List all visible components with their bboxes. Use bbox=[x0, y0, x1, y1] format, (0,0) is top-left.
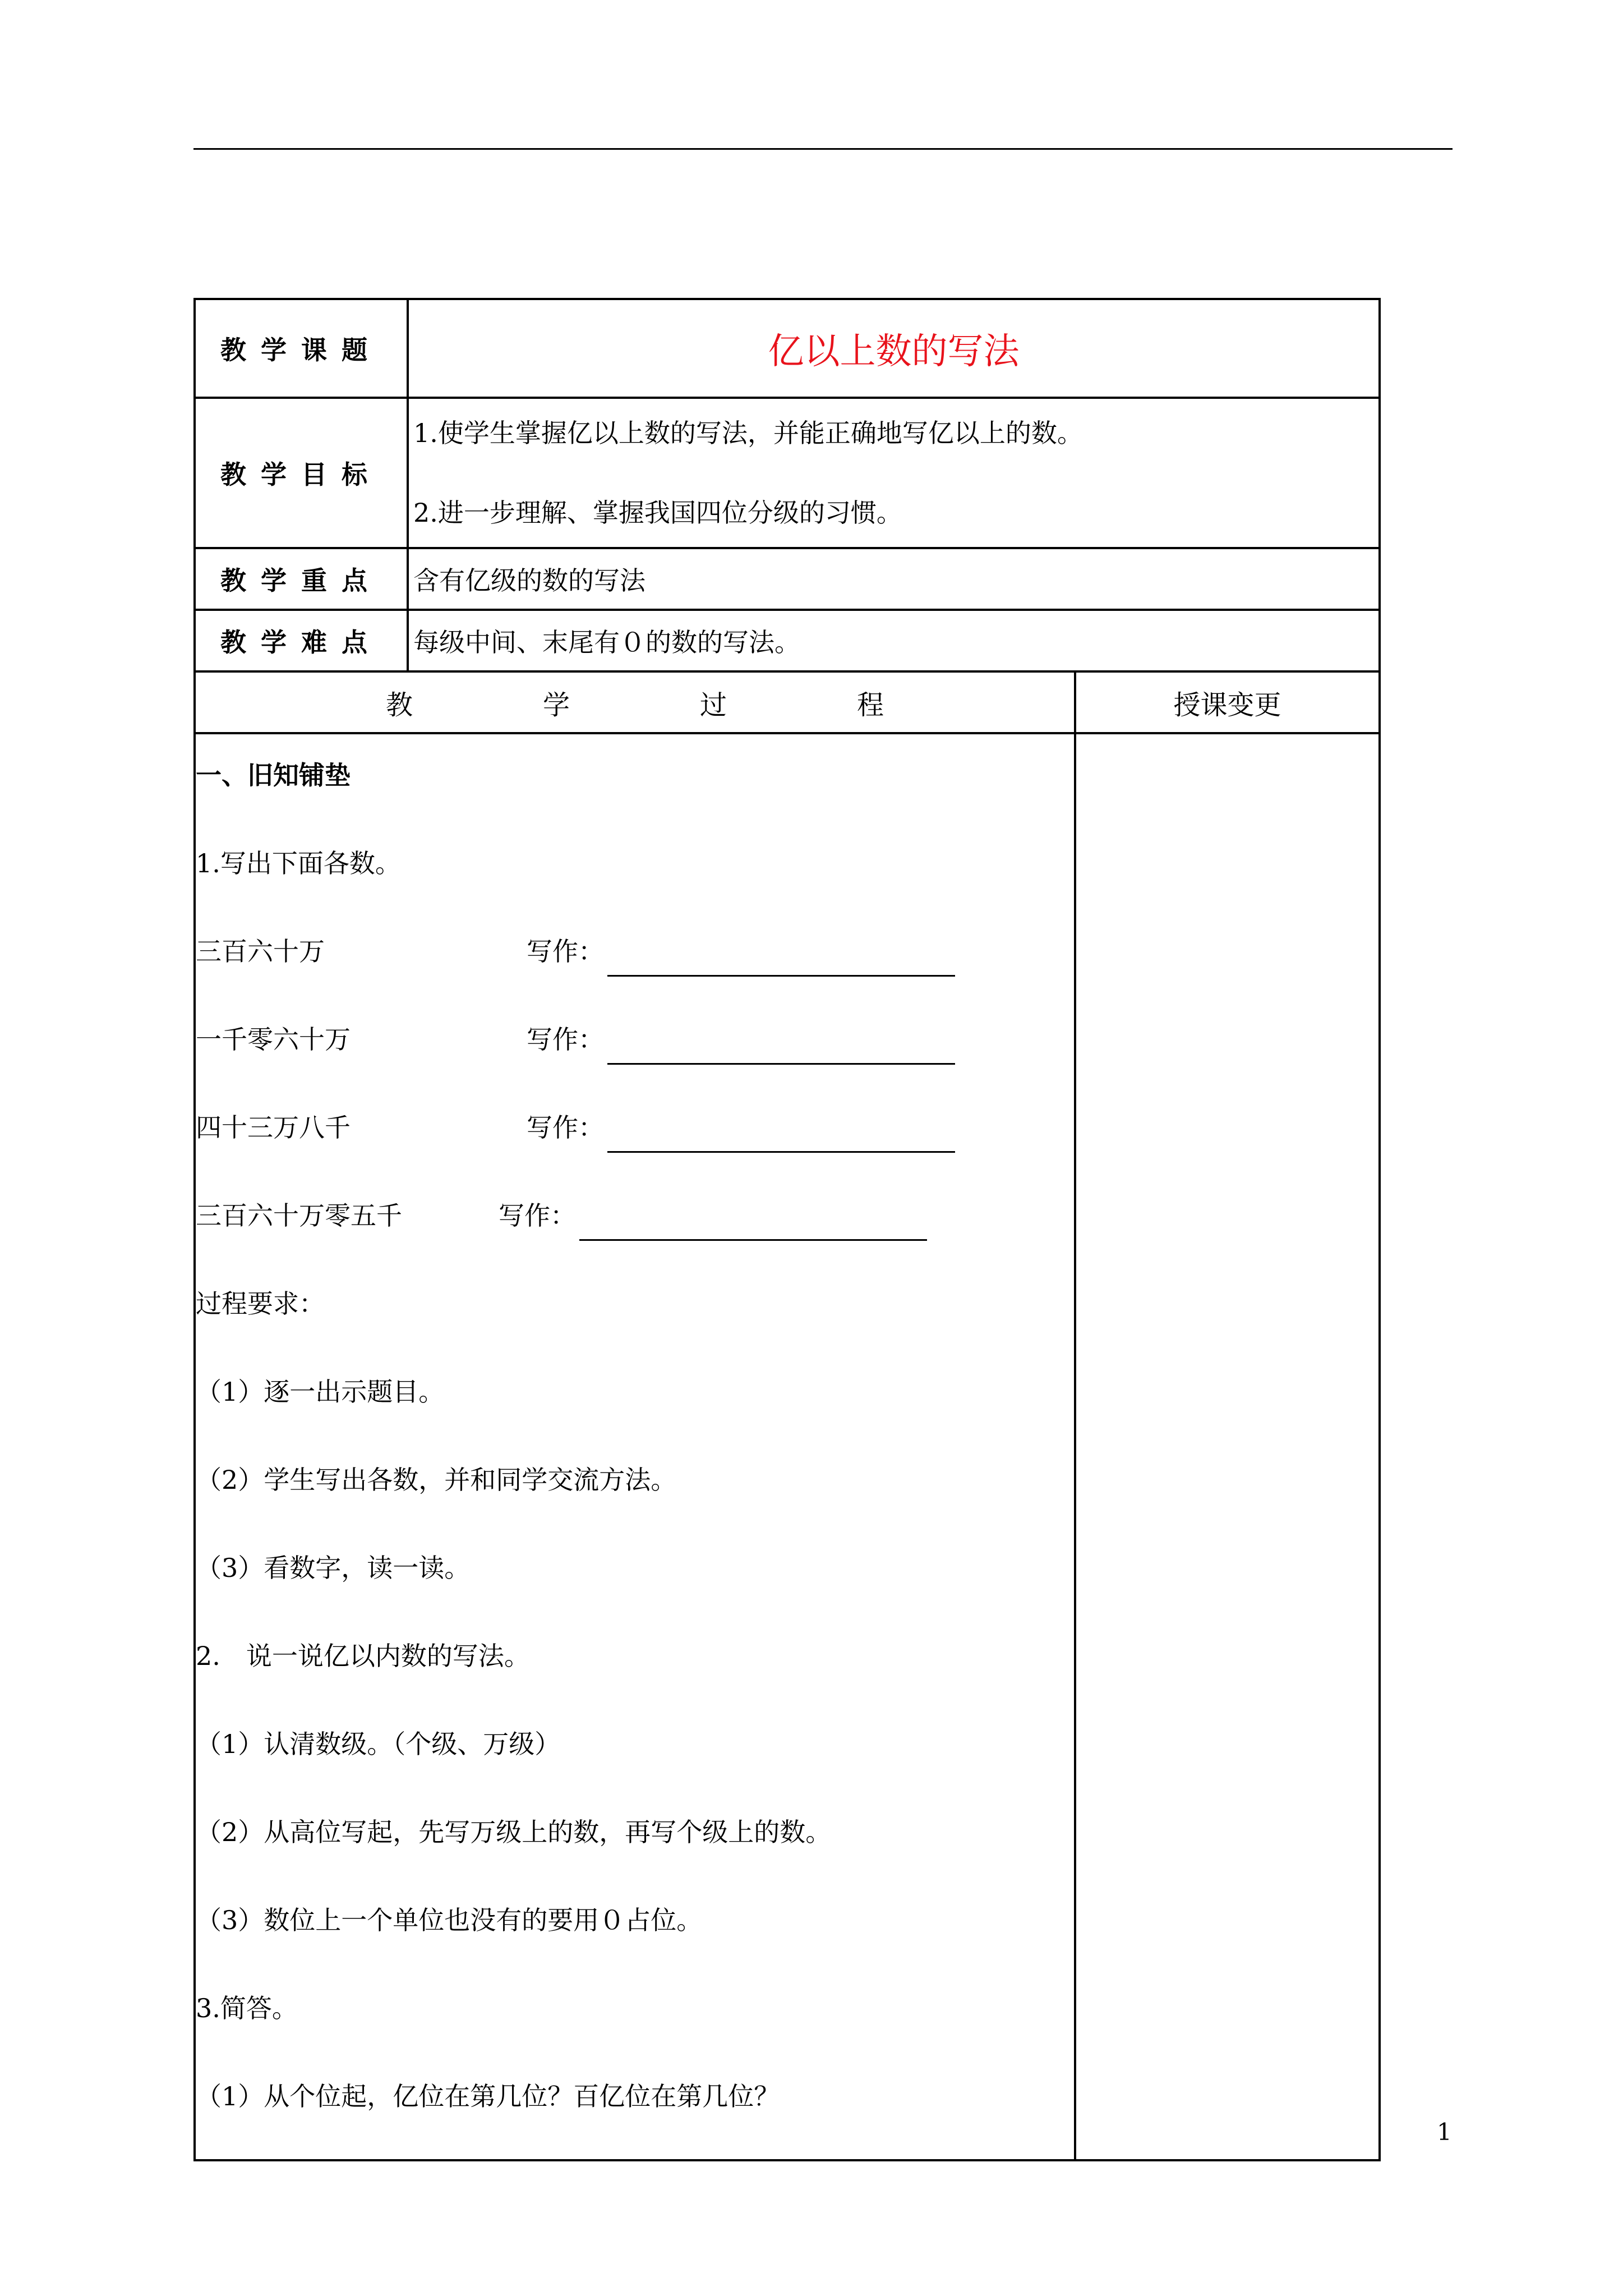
question-1: 1.写出下面各数。 bbox=[196, 848, 401, 878]
question-2-point: （2）从高位写起，先写万级上的数，再写个级上的数。 bbox=[196, 1817, 832, 1847]
question-3-point: （1）从个位起，亿位在第几位？百亿位在第几位？ bbox=[196, 2081, 780, 2111]
key-label: 教学重点 bbox=[195, 548, 408, 610]
topic-label: 教学课题 bbox=[195, 299, 408, 398]
item-text: 四十三万八千 bbox=[196, 1112, 351, 1143]
key-row bbox=[195, 548, 1380, 610]
write-label: 写作： bbox=[527, 1024, 604, 1055]
answer-blank[interactable] bbox=[607, 1032, 955, 1065]
objective-1: 1.使学生掌握亿以上数的写法，并能正确地写亿以上的数。 bbox=[413, 418, 1083, 448]
question-3: 3.简答。 bbox=[196, 1993, 298, 2023]
requirement-item: （3）看数字，读一读。 bbox=[196, 1553, 471, 1583]
page-number: 1 bbox=[1437, 2118, 1452, 2146]
answer-blank[interactable] bbox=[607, 944, 955, 977]
requirement-item: （2）学生写出各数，并和同学交流方法。 bbox=[196, 1465, 677, 1495]
difficulty-text: 每级中间、末尾有０的数的写法。 bbox=[408, 610, 1380, 671]
answer-blank[interactable] bbox=[579, 1208, 927, 1241]
process-body-row bbox=[195, 733, 1380, 2160]
topic-title: 亿以上数的写法 bbox=[408, 299, 1380, 398]
process-heading-row bbox=[195, 671, 1380, 733]
objective-2: 2.进一步理解、掌握我国四位分级的习惯。 bbox=[413, 498, 902, 528]
objective-cell bbox=[408, 398, 1380, 548]
process-heading-char: 学 bbox=[542, 689, 570, 721]
topic-row bbox=[195, 299, 1380, 398]
requirement-title: 过程要求： bbox=[196, 1289, 325, 1319]
process-heading-char: 程 bbox=[856, 689, 884, 721]
objective-label: 教学目标 bbox=[195, 398, 408, 548]
objective-row bbox=[195, 398, 1380, 548]
process-heading-char: 过 bbox=[699, 689, 727, 721]
item-text: 三百六十万零五千 bbox=[196, 1200, 402, 1231]
question-2-point: （1）认清数级。（个级、万级） bbox=[196, 1729, 561, 1759]
process-heading-char: 教 bbox=[385, 689, 413, 721]
answer-blank[interactable] bbox=[607, 1120, 955, 1153]
write-item bbox=[196, 1190, 1074, 1278]
write-label: 写作： bbox=[499, 1200, 576, 1231]
write-item bbox=[196, 926, 1074, 1014]
lesson-plan-table bbox=[193, 298, 1381, 2161]
change-heading: 授课变更 bbox=[1075, 671, 1380, 733]
difficulty-row bbox=[195, 610, 1380, 671]
section-title: 一、旧知铺垫 bbox=[196, 760, 351, 790]
write-item bbox=[196, 1102, 1074, 1190]
question-2-point: （3）数位上一个单位也没有的要用０占位。 bbox=[196, 1905, 703, 1935]
write-label: 写作： bbox=[527, 1112, 604, 1143]
item-text: 一千零六十万 bbox=[196, 1024, 351, 1055]
write-label: 写作： bbox=[527, 936, 604, 967]
header-rule bbox=[193, 148, 1453, 150]
difficulty-label: 教学难点 bbox=[195, 610, 408, 671]
write-item bbox=[196, 1014, 1074, 1102]
process-body bbox=[195, 733, 1075, 2160]
change-notes-cell bbox=[1075, 733, 1380, 2160]
item-text: 三百六十万 bbox=[196, 936, 325, 967]
process-heading bbox=[195, 671, 1075, 733]
requirement-item: （1）逐一出示题目。 bbox=[196, 1377, 445, 1407]
question-2: 2. 说一说亿以内数的写法。 bbox=[196, 1641, 530, 1671]
key-text: 含有亿级的数的写法 bbox=[408, 548, 1380, 610]
